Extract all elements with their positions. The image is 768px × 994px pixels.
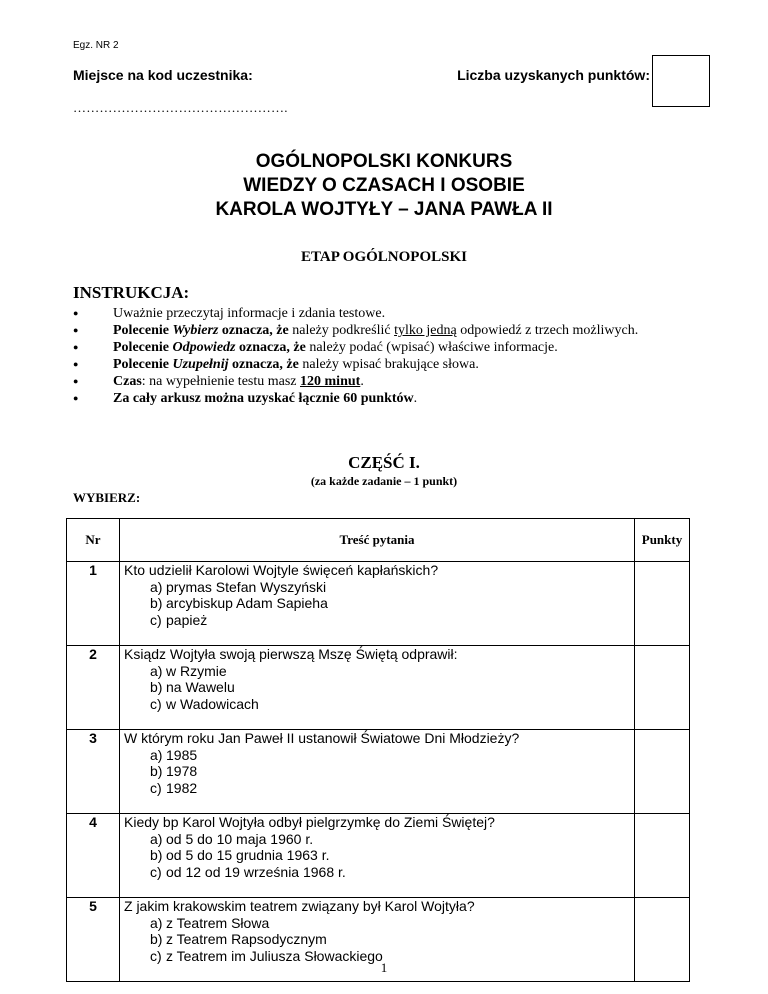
choose-label: WYBIERZ:	[73, 490, 141, 505]
answer-option[interactable]	[124, 763, 634, 780]
question-text: W którym roku Jan Paweł II ustanowił Światowe Dni Młodzieży?	[124, 730, 520, 746]
answer-text: arcybiskup Adam Sapieha	[166, 595, 328, 612]
title-line-3: KAROLA WOJTYŁY – JANA PAWŁA II	[215, 199, 553, 220]
title-line-1: OGÓLNOPOLSKI KONKURS	[255, 151, 513, 172]
answer-letter: b)	[150, 931, 163, 948]
stage-heading: ETAP OGÓLNOPOLSKI	[300, 249, 467, 265]
points-cell[interactable]	[635, 730, 690, 814]
questions-body	[67, 562, 690, 982]
answer-option[interactable]	[124, 595, 634, 612]
instruction-keyword: Uzupełnij	[172, 357, 229, 372]
instruction-text: należy podać (wpisać) właściwe informacje.	[305, 340, 558, 355]
instruction-text: oznacza, że	[235, 340, 306, 355]
instruction-text: odpowiedź z trzech możliwych.	[456, 323, 639, 338]
answer-option[interactable]	[124, 915, 634, 932]
question-text: Kto udzielił Karolowi Wojtyle święceń kapłańskich?	[124, 562, 439, 578]
col-header-points: Punkty	[635, 519, 690, 562]
answer-option[interactable]	[124, 831, 634, 848]
instruction-item	[73, 356, 683, 373]
instructions-list	[73, 305, 683, 407]
questions-table	[66, 518, 690, 982]
answer-letter: b)	[150, 847, 163, 864]
instruction-text: Polecenie	[113, 357, 173, 372]
answer-letter: a)	[150, 746, 163, 763]
question-number: 3	[67, 730, 120, 814]
answer-text: 1985	[166, 746, 198, 763]
instruction-text: należy wpisać brakujące słowa.	[298, 357, 479, 372]
answer-text: od 12 od 19 września 1968 r.	[166, 863, 346, 880]
answer-text: w Rzymie	[166, 662, 227, 679]
instruction-keyword: Wybierz	[172, 323, 219, 338]
instruction-emphasis: tylko jedną	[394, 323, 457, 338]
question-number: 5	[67, 898, 120, 982]
question-text: Z jakim krakowskim teatrem związany był Karol Wojtyła?	[124, 898, 475, 914]
answer-letter: a)	[150, 578, 163, 595]
question-cell	[120, 562, 635, 646]
question-text: Kiedy bp Karol Wojtyła odbył pielgrzymkę do Ziemi Świętej?	[124, 814, 495, 830]
answer-text: od 5 do 15 grudnia 1963 r.	[166, 847, 330, 864]
answer-text: papież	[166, 611, 208, 628]
col-header-question: Treść pytania	[120, 519, 635, 562]
answer-option[interactable]	[124, 864, 634, 881]
instruction-item	[73, 339, 683, 356]
part-subtitle: (za każde zadanie – 1 punkt)	[310, 474, 458, 488]
points-cell[interactable]	[635, 562, 690, 646]
instruction-text: .	[360, 374, 364, 389]
points-cell[interactable]	[635, 646, 690, 730]
col-header-nr: Nr	[67, 519, 120, 562]
table-row	[67, 730, 690, 814]
answer-option[interactable]	[124, 579, 634, 596]
answer-option[interactable]	[124, 663, 634, 680]
contest-title	[0, 150, 768, 222]
answer-text: z Teatrem Słowa	[166, 914, 270, 931]
instruction-text: Za cały arkusz można uzyskać łącznie 60 punktów	[113, 391, 414, 406]
table-row	[67, 646, 690, 730]
instruction-text: Czas	[113, 374, 142, 389]
instruction-item	[73, 373, 683, 390]
question-text: Ksiądz Wojtyła swoją pierwszą Mszę Świętą odprawił:	[124, 646, 458, 662]
answer-option[interactable]	[124, 679, 634, 696]
answer-letter: a)	[150, 914, 163, 931]
instruction-item	[73, 322, 683, 339]
answer-text: od 5 do 10 maja 1960 r.	[166, 830, 314, 847]
instruction-item	[73, 390, 683, 407]
instructions-heading: INSTRUKCJA:	[73, 283, 190, 302]
instruction-text: należy podkreślić	[288, 323, 395, 338]
table-header-row	[67, 519, 690, 562]
points-cell[interactable]	[635, 814, 690, 898]
question-cell	[120, 646, 635, 730]
answer-letter: c)	[150, 779, 162, 796]
answer-letter: a)	[150, 662, 163, 679]
question-number: 2	[67, 646, 120, 730]
instruction-text: : na wypełnienie testu masz	[141, 374, 301, 389]
answer-text: 1982	[166, 779, 198, 796]
question-cell	[120, 730, 635, 814]
instruction-text: Polecenie	[113, 340, 173, 355]
table-row	[67, 814, 690, 898]
answer-letter: b)	[150, 595, 163, 612]
answer-option[interactable]	[124, 931, 634, 948]
answer-text: prymas Stefan Wyszyński	[166, 578, 327, 595]
answer-option[interactable]	[124, 612, 634, 629]
answer-letter: a)	[150, 830, 163, 847]
answer-letter: b)	[150, 763, 163, 780]
answer-option[interactable]	[124, 780, 634, 797]
question-number: 1	[67, 562, 120, 646]
instruction-text: Polecenie	[113, 323, 173, 338]
copy-number: Egz. NR 2	[73, 40, 119, 51]
instruction-text: Uważnie przeczytaj informacje i zdania testowe.	[113, 306, 386, 321]
instruction-keyword: Odpowiedz	[172, 340, 236, 355]
points-label: Liczba uzyskanych punktów:	[457, 67, 650, 83]
part-title: CZĘŚĆ I.	[348, 453, 420, 472]
answer-letter: b)	[150, 679, 163, 696]
instruction-text: .	[413, 391, 418, 406]
answer-letter: c)	[150, 863, 162, 880]
answer-text: w Wadowicach	[166, 695, 259, 712]
question-number: 4	[67, 814, 120, 898]
answer-text: z Teatrem Rapsodycznym	[166, 931, 327, 948]
answer-text: 1978	[166, 763, 198, 780]
answer-letter: c)	[150, 695, 162, 712]
answer-letter: c)	[150, 947, 162, 964]
instruction-time: 120 minut	[300, 374, 361, 389]
answer-option[interactable]	[124, 747, 634, 764]
answer-letter: c)	[150, 611, 162, 628]
answer-option[interactable]	[124, 847, 634, 864]
answer-text: na Wawelu	[166, 679, 235, 696]
participant-code-label: Miejsce na kod uczestnika:	[73, 67, 253, 83]
code-field-dots[interactable]: ………………………………………….	[73, 100, 288, 115]
answer-option[interactable]	[124, 696, 634, 713]
points-box[interactable]	[652, 55, 710, 107]
answer-text: z Teatrem im Juliusza Słowackiego	[166, 947, 383, 964]
instruction-item	[73, 305, 683, 322]
page-number: 1	[380, 960, 388, 975]
question-cell	[120, 814, 635, 898]
instruction-text: oznacza, że	[228, 357, 299, 372]
table-row	[67, 562, 690, 646]
title-line-2: WIEDZY O CZASACH I OSOBIE	[243, 175, 525, 196]
instruction-text: oznacza, że	[218, 323, 289, 338]
